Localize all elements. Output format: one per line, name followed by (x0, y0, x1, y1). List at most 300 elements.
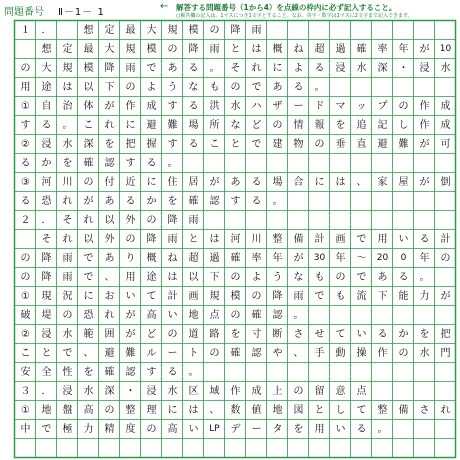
grid-cell-char: 計 (440, 233, 451, 245)
grid-cell-char: 降 (188, 43, 199, 55)
problem-number-field[interactable]: Ⅱ－1－ 1 (58, 7, 105, 18)
grid-cell-char: 大 (146, 24, 157, 36)
grid-cell-char: 下 (377, 290, 388, 302)
grid-cell-char: り (125, 252, 136, 264)
grid-cell-char: を (419, 328, 430, 340)
grid-cell-char: 模 (188, 24, 199, 36)
grid-cell-char: ② (21, 328, 30, 340)
grid-cell-char: 過 (209, 252, 220, 264)
grid-cell-char: 10 (439, 44, 452, 54)
grid-cell-char: の (230, 309, 241, 321)
grid-cell-char: 以 (104, 214, 115, 226)
grid-cell-char: マ (335, 100, 346, 112)
grid-cell-char: 。 (62, 119, 73, 131)
grid-cell-char: 浸 (419, 62, 430, 74)
grid-cell-char: 断 (272, 328, 283, 340)
grid-cell-char: 度 (125, 423, 136, 435)
grid-cell-char: 大 (104, 43, 115, 55)
grid-cell-char: 雨 (188, 214, 199, 226)
grid-cell-char: に (83, 290, 94, 302)
grid-cell-char: 降 (167, 214, 178, 226)
grid-cell-char: 深 (377, 62, 388, 74)
grid-cell-char: れ (440, 404, 451, 416)
grid-cell-char: 以 (83, 81, 94, 93)
grid-cell-char: 治 (62, 100, 73, 112)
grid-cell-char: 。 (314, 81, 325, 93)
grid-cell-char: ． (41, 24, 52, 36)
grid-cell-char: 深 (104, 385, 115, 397)
grid-cell-char: で (83, 252, 94, 264)
problem-number-label: 問題番号 (4, 7, 44, 18)
grid-cell-char: 途 (41, 81, 52, 93)
grid-cell-char: 避 (377, 138, 388, 150)
grid-cell-char: る (188, 100, 199, 112)
grid-cell-char: 付 (104, 176, 115, 188)
grid-cell-char: １ (20, 24, 31, 36)
grid-cell-char: で (356, 233, 367, 245)
grid-cell-char: い (356, 328, 367, 340)
grid-cell-char: の (20, 271, 31, 283)
grid-cell-char: 年 (398, 43, 409, 55)
grid-cell-char: で (356, 271, 367, 283)
grid-cell-char: 雨 (167, 233, 178, 245)
grid-cell-char: そ (41, 233, 52, 245)
grid-cell-char: 定 (62, 43, 73, 55)
grid-cell-char: は (62, 81, 73, 93)
grid-cell-char: 全 (41, 366, 52, 378)
grid-cell-char: ・ (398, 62, 409, 74)
grid-cell-char: も (209, 81, 220, 93)
grid-cell-char: い (398, 233, 409, 245)
grid-cell-char: す (230, 195, 241, 207)
grid-cell-char: る (20, 157, 31, 169)
grid-cell-char: 上 (272, 385, 283, 397)
grid-cell-char: 報 (314, 119, 325, 131)
grid-cell-char: ト (188, 347, 199, 359)
grid-cell-char: 能 (398, 290, 409, 302)
grid-cell-char: ． (41, 214, 52, 226)
grid-cell-char: 近 (125, 176, 136, 188)
grid-cell-char: 。 (188, 366, 199, 378)
grid-cell-char: る (419, 233, 430, 245)
grid-cell-char: 年 (335, 252, 346, 264)
grid-cell-char: 囲 (104, 328, 115, 340)
grid-cell-char: 超 (188, 252, 199, 264)
grid-cell-char: あ (272, 81, 283, 93)
grid-cell-char: 、 (209, 404, 220, 416)
grid-cell-char: 作 (230, 385, 241, 397)
grid-cell-char: 動 (335, 347, 346, 359)
grid-cell-char: 用 (377, 233, 388, 245)
grid-cell-char: か (146, 195, 157, 207)
grid-cell-char: 浸 (335, 62, 346, 74)
grid-cell-char: 盤 (62, 404, 73, 416)
grid-cell-char: 。 (272, 195, 283, 207)
grid-cell-char: 成 (146, 100, 157, 112)
grid-cell-char: 手 (314, 347, 325, 359)
grid-cell-char: 留 (314, 385, 325, 397)
grid-cell-char: る (188, 138, 199, 150)
grid-cell-char: 精 (104, 423, 115, 435)
grid-cell-char: さ (419, 404, 430, 416)
grid-cell-char: る (251, 195, 262, 207)
grid-cell-char: い (167, 309, 178, 321)
grid-cell-char: の (314, 138, 325, 150)
grid-cell-char: も (314, 271, 325, 283)
grid-cell-char: 〜 (356, 252, 367, 264)
grid-cell-char: 外 (104, 233, 115, 245)
grid-cell-char: 規 (62, 62, 73, 74)
grid-cell-char: ッ (356, 100, 367, 112)
grid-cell-char: 流 (356, 290, 367, 302)
grid-cell-char: 認 (125, 366, 136, 378)
grid-cell-char: ね (167, 252, 178, 264)
grid-cell-char: 浸 (62, 385, 73, 397)
grid-cell-char: の (146, 423, 157, 435)
grid-cell-char: な (188, 81, 199, 93)
grid-cell-char: 地 (188, 309, 199, 321)
grid-cell-char: が (293, 252, 304, 264)
grid-cell-char: る (314, 62, 325, 74)
grid-cell-char: 成 (440, 100, 451, 112)
grid-cell-char: 画 (188, 290, 199, 302)
grid-cell-char: 雨 (62, 252, 73, 264)
grid-cell-char: 避 (104, 347, 115, 359)
grid-cell-char: よ (146, 81, 157, 93)
grid-cell-char: の (440, 252, 451, 264)
grid-cell-char: も (335, 290, 346, 302)
grid-cell-char: 数 (230, 404, 241, 416)
grid-cell-char: 路 (209, 328, 220, 340)
grid-cell-char: そ (62, 214, 73, 226)
grid-cell-char: の (209, 347, 220, 359)
grid-cell-char: す (146, 366, 157, 378)
grid-cell-char: 、 (293, 347, 304, 359)
grid-cell-char: と (230, 43, 241, 55)
grid-cell-char: る (41, 119, 52, 131)
grid-cell-char: 規 (209, 290, 220, 302)
grid-cell-char: 河 (230, 233, 241, 245)
grid-cell-char: ど (251, 119, 262, 131)
grid-cell-char: 想 (41, 43, 52, 55)
grid-cell-char: は (209, 233, 220, 245)
grid-cell-char: 川 (62, 176, 73, 188)
grid-cell-char: 場 (188, 119, 199, 131)
grid-cell-char: ① (21, 404, 30, 416)
grid-cell-char: デ (230, 423, 241, 435)
grid-cell-char: 。 (209, 62, 220, 74)
grid-cell-char: を (293, 423, 304, 435)
grid-cell-char: る (251, 176, 262, 188)
grid-cell-char: 模 (83, 62, 94, 74)
grid-cell-char: 値 (251, 404, 262, 416)
grid-cell-char: こ (83, 119, 94, 131)
grid-cell-char: と (41, 347, 52, 359)
grid-cell-char: 地 (41, 404, 52, 416)
instruction-text: 解答する問題番号（1から4）を点線の枠内に必ず記入すること。 (176, 3, 397, 12)
grid-cell-char: 概 (272, 43, 283, 55)
grid-cell-char: ハ (251, 100, 262, 112)
grid-cell-char: な (230, 119, 241, 131)
grid-cell-char: の (62, 309, 73, 321)
grid-cell-char: る (398, 271, 409, 283)
grid-cell-char: の (293, 385, 304, 397)
grid-cell-char: 所 (209, 119, 220, 131)
grid-cell-char: 以 (188, 271, 199, 283)
grid-cell-char: ね (293, 43, 304, 55)
grid-cell-char: 。 (167, 157, 178, 169)
grid-cell-char: 作 (377, 347, 388, 359)
grid-cell-char: 成 (251, 385, 262, 397)
grid-cell-char: あ (104, 252, 115, 264)
grid-cell-char: よ (293, 62, 304, 74)
grid-cell-char: い (125, 290, 136, 302)
grid-cell-char: 確 (188, 195, 199, 207)
grid-cell-char: の (272, 119, 283, 131)
grid-cell-char: を (167, 195, 178, 207)
grid-cell-char: 超 (314, 43, 325, 55)
grid-cell-char: 途 (146, 271, 157, 283)
grid-cell-char: 用 (314, 423, 325, 435)
grid-cell-char: 浸 (41, 138, 52, 150)
grid-cell-char: あ (377, 271, 388, 283)
grid-cell-char: る (146, 157, 157, 169)
grid-cell-char: に (314, 176, 325, 188)
grid-cell-char: は (251, 43, 262, 55)
grid-cell-char: 下 (104, 81, 115, 93)
grid-cell-char: と (230, 138, 241, 150)
grid-cell-char: て (146, 290, 157, 302)
grid-cell-char: 地 (272, 404, 283, 416)
grid-cell-char: れ (62, 233, 73, 245)
grid-cell-char: 把 (125, 138, 136, 150)
grid-cell-char: は (188, 404, 199, 416)
grid-cell-char: 可 (440, 138, 451, 150)
grid-cell-char: 20 (376, 253, 389, 263)
grid-cell-char: 率 (377, 43, 388, 55)
grid-cell-char: ど (146, 328, 157, 340)
grid-cell-char: れ (83, 214, 94, 226)
grid-cell-char: ③ (21, 176, 30, 188)
grid-cell-char: ー (167, 347, 178, 359)
grid-cell-char: 域 (209, 385, 220, 397)
grid-cell-char (57, 21, 78, 40)
grid-cell-char: 認 (209, 195, 220, 207)
grid-cell-char: 安 (20, 366, 31, 378)
grid-cell-char: 雨 (125, 62, 136, 74)
grid-cell-char: 物 (293, 138, 304, 150)
grid-cell-char: い (188, 423, 199, 435)
grid-cell-char: の (335, 271, 346, 283)
grid-cell-char: 屋 (398, 176, 409, 188)
grid-cell-char: 0 (400, 253, 407, 263)
grid-cell-char: 最 (125, 24, 136, 36)
grid-cell-char: 規 (167, 24, 178, 36)
grid-cell-char: 現 (41, 290, 52, 302)
grid-cell-char: 川 (251, 233, 262, 245)
grid-cell-char: が (104, 100, 115, 112)
grid-cell-char: 寸 (251, 328, 262, 340)
grid-cell-char: 降 (104, 62, 115, 74)
grid-cell-char: ３ (20, 385, 31, 397)
grid-cell-char: 定 (104, 24, 115, 36)
grid-cell-char: 、 (356, 176, 367, 188)
grid-cell-char: る (20, 195, 31, 207)
grid-cell-char: 認 (272, 309, 283, 321)
grid-cell-char: れ (62, 195, 73, 207)
grid-cell-char: 自 (41, 100, 52, 112)
grid-cell-char: が (125, 309, 136, 321)
grid-cell-char: 難 (167, 119, 178, 131)
grid-cell-char: 点 (209, 309, 220, 321)
grid-cell-char: さ (293, 328, 304, 340)
grid-cell-char: が (419, 138, 430, 150)
grid-cell-char: 年 (272, 252, 283, 264)
grid-cell-char: よ (251, 271, 262, 283)
grid-cell-char: す (167, 138, 178, 150)
grid-cell-char: 想 (83, 24, 94, 36)
grid-cell-char: 力 (419, 290, 430, 302)
grid-cell-char: LP (209, 424, 220, 434)
grid-cell-char: 降 (41, 252, 52, 264)
grid-cell-char: プ (377, 100, 388, 112)
grid-cell-char: 居 (188, 176, 199, 188)
grid-cell-char (15, 40, 36, 59)
grid-cell-char: 情 (293, 119, 304, 131)
grid-cell-char: 点 (356, 385, 367, 397)
grid-cell-char: は (335, 176, 346, 188)
grid-cell-char: ① (21, 100, 30, 112)
grid-cell-char: る (293, 81, 304, 93)
grid-cell-char: 浸 (41, 328, 52, 340)
grid-cell-char: る (188, 62, 199, 74)
grid-cell-char: お (104, 290, 115, 302)
grid-cell-char: 模 (230, 290, 241, 302)
grid-cell-char: の (230, 271, 241, 283)
grid-cell-char: の (230, 81, 241, 93)
grid-cell-char: で (62, 347, 73, 359)
grid-cell-char: 確 (104, 366, 115, 378)
grid-cell-char: の (251, 290, 262, 302)
grid-cell-char: の (83, 176, 94, 188)
grid-cell-char: ル (146, 347, 157, 359)
grid-cell-char: 。 (377, 423, 388, 435)
grid-cell-char: う (272, 271, 283, 283)
grid-cell-char: 概 (146, 252, 157, 264)
grid-cell-char: で (146, 62, 157, 74)
grid-cell-char: が (125, 328, 136, 340)
grid-cell-char: れ (104, 119, 115, 131)
grid-cell-char: 規 (125, 43, 136, 55)
grid-cell-char: 成 (440, 119, 451, 131)
grid-cell-char: 水 (62, 138, 73, 150)
grid-cell-char: 作 (419, 100, 430, 112)
grid-cell-char: ② (21, 138, 30, 150)
grid-cell-char: 雨 (62, 271, 73, 283)
grid-cell-char: が (209, 176, 220, 188)
grid-cell-char: で (314, 290, 325, 302)
grid-cell-char: 整 (272, 233, 283, 245)
grid-cell-char: 意 (335, 385, 346, 397)
grid-cell-char: 整 (125, 404, 136, 416)
grid-cell-char: 操 (356, 347, 367, 359)
grid-cell-char: 浸 (146, 385, 157, 397)
grid-cell-char: 図 (293, 404, 304, 416)
grid-cell-char: 水 (356, 62, 367, 74)
grid-cell-char: 避 (146, 119, 157, 131)
grid-cell-char: 備 (293, 233, 304, 245)
grid-cell-char: 高 (83, 404, 94, 416)
grid-cell-char: は (167, 271, 178, 283)
grid-cell-char: 門 (440, 347, 451, 359)
grid-cell-char: の (20, 252, 31, 264)
grid-cell-char: 確 (230, 252, 241, 264)
grid-cell-char: そ (230, 62, 241, 74)
grid-cell-char: 作 (419, 119, 430, 131)
grid-cell-char: や (272, 347, 283, 359)
grid-cell-char: 水 (230, 100, 241, 112)
grid-cell-char: 備 (398, 404, 409, 416)
grid-cell-char: 建 (272, 138, 283, 150)
grid-cell-char: 体 (83, 100, 94, 112)
grid-cell-char: 理 (146, 404, 157, 416)
grid-cell-char: 計 (314, 233, 325, 245)
grid-cell-char: と (314, 404, 325, 416)
grid-cell-char: 最 (83, 43, 94, 55)
grid-cell-char: 水 (83, 385, 94, 397)
grid-cell-char: 確 (230, 347, 241, 359)
grid-cell-char: て (356, 404, 367, 416)
grid-cell-char: 、 (104, 271, 115, 283)
grid-cell-char: 難 (398, 138, 409, 150)
grid-cell-char: 水 (440, 62, 451, 74)
grid-cell-char: れ (104, 309, 115, 321)
grid-cell-char: 深 (83, 138, 94, 150)
grid-cell-char: が (83, 195, 94, 207)
grid-cell-char: あ (104, 195, 115, 207)
grid-cell-char: 極 (62, 423, 73, 435)
grid-cell-char: 洪 (209, 100, 220, 112)
grid-cell-char: 握 (146, 138, 157, 150)
grid-cell-char: で (83, 271, 94, 283)
grid-cell-char: 作 (125, 100, 136, 112)
grid-cell-char: 確 (83, 157, 94, 169)
grid-cell-char: て (335, 328, 346, 340)
grid-cell-char: を (230, 328, 241, 340)
grid-cell-char: の (125, 233, 136, 245)
grid-cell-char: が (440, 290, 451, 302)
grid-cell-char: る (356, 423, 367, 435)
grid-cell-char: 降 (230, 24, 241, 36)
grid-cell-char: 降 (41, 271, 52, 283)
grid-cell-char: せ (314, 328, 325, 340)
grid-cell-char: 用 (20, 81, 31, 93)
grid-cell-char: 整 (377, 404, 388, 416)
grid-cell-char: 以 (83, 233, 94, 245)
grid-cell-char: ー (251, 423, 262, 435)
grid-cell-char: る (167, 366, 178, 378)
grid-cell-char: 30 (313, 253, 326, 263)
grid-cell-char: し (398, 119, 409, 131)
grid-cell-char: 雨 (293, 290, 304, 302)
grid-cell-char: あ (167, 62, 178, 74)
grid-cell-char: で (251, 138, 262, 150)
grid-cell-char: 年 (419, 252, 430, 264)
grid-cell-char: る (125, 195, 136, 207)
grid-cell-char: 倒 (440, 176, 451, 188)
grid-cell-char: 雨 (209, 43, 220, 55)
grid-cell-char: の (398, 100, 409, 112)
